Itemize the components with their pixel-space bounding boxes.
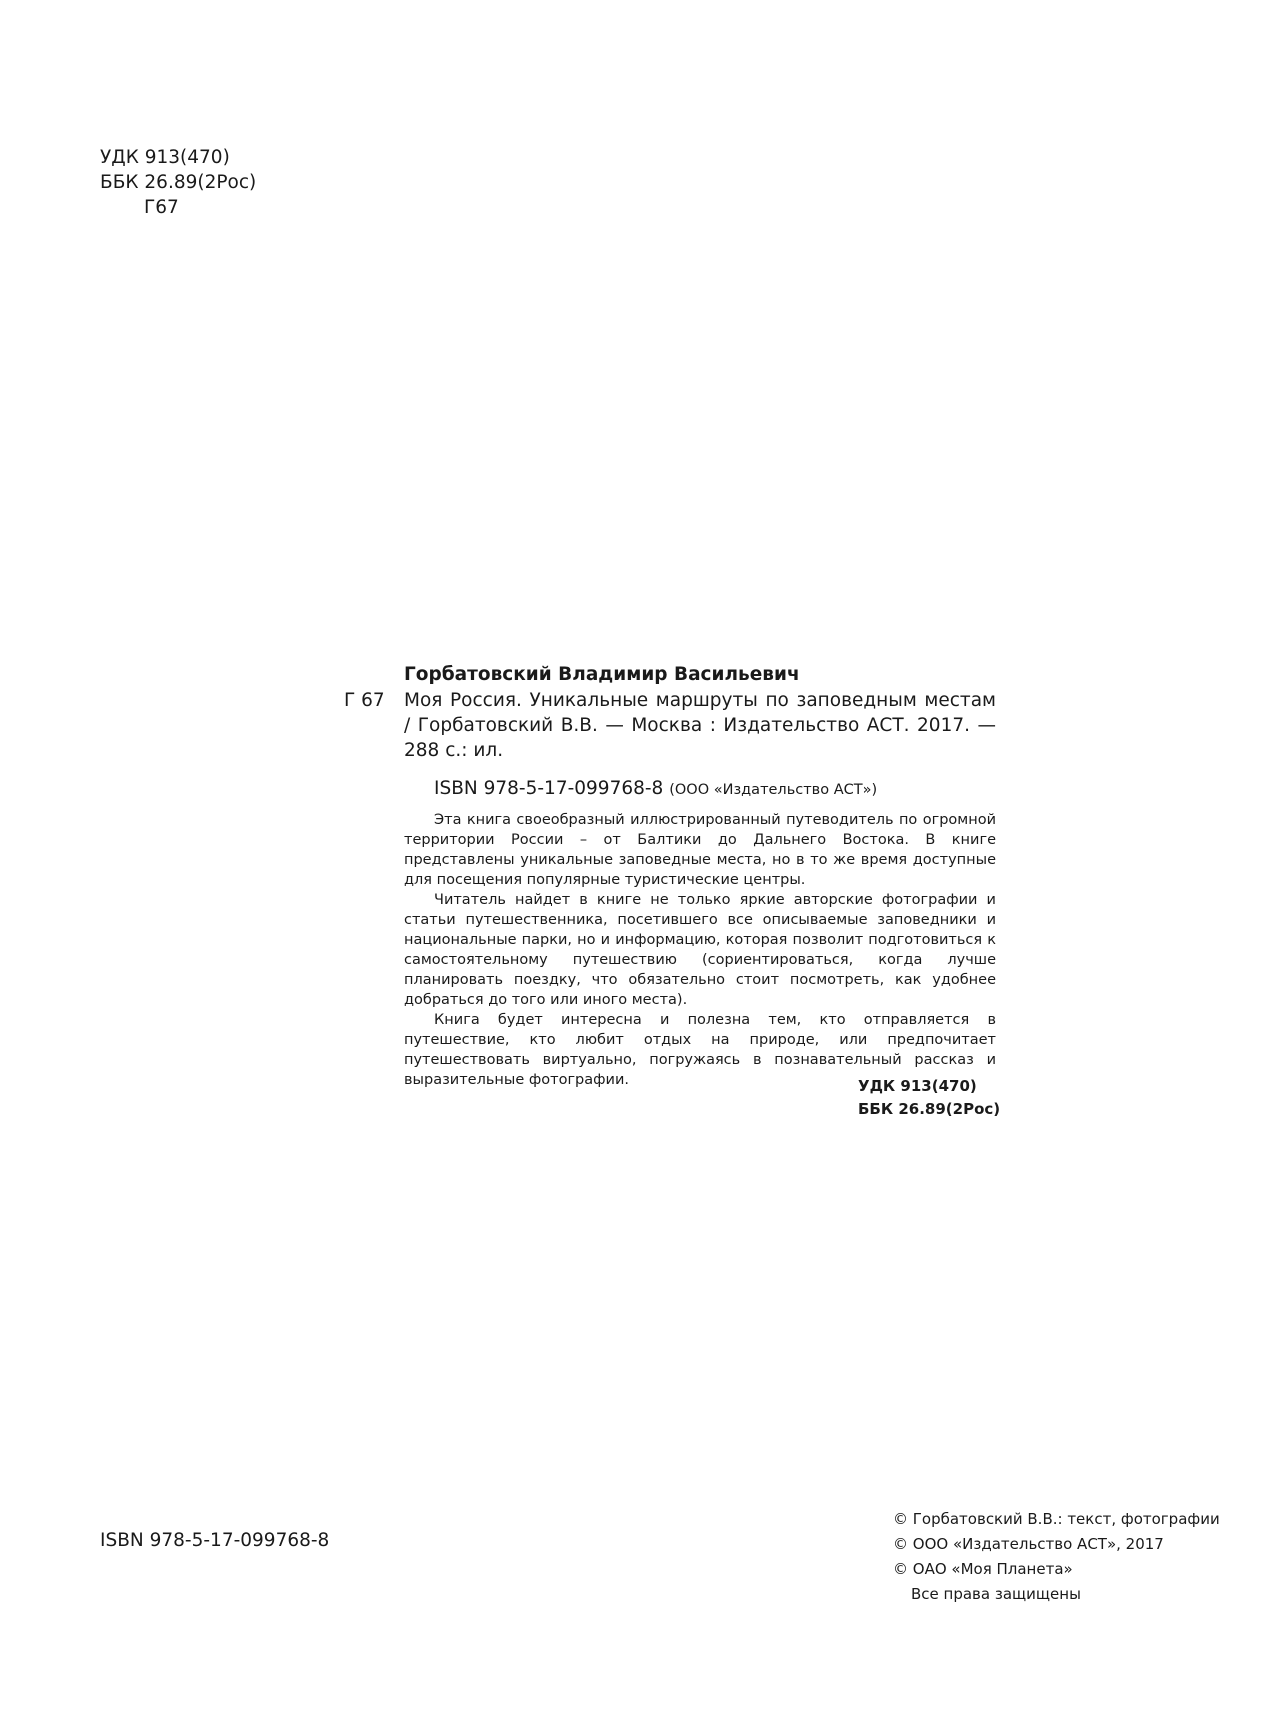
annotation-paragraph: Эта книга своеобразный иллюстрированный путеводитель по огромной территории России – от Балтики до Дальнего Востока. В книге представлены уникальные заповедные места, но в то же время доступные для посещения популярные туристические центры. (404, 812, 996, 888)
annotation-paragraph: Читатель найдет в книге не только яркие авторские фотографии и статьи путешественника, посетившего все описываемые заповедники и национальные парки, но и информацию, которая позволит подготовиться к самостоятельному путешествию (сориентироваться, когда лучше планировать поездку, что обязательно стоит посмотреть, как удобнее добраться до того или иного места). (404, 892, 996, 1008)
annotation-paragraph: Книга будет интересна и полезна тем, кто отправляется в путешествие, кто любит отдых на природе, или предпочитает путешествовать виртуально, погружаясь в познавательный рассказ и выразительные фотографии. (404, 1012, 996, 1088)
top-bbk-code: ББК 26.89(2Рос) (100, 172, 257, 193)
record-annotation (404, 810, 996, 1090)
record-bbk-code: ББК 26.89(2Рос) (858, 1100, 1001, 1118)
record-udk-code: УДК 913(470) (858, 1077, 977, 1095)
record-isbn-line (434, 776, 877, 803)
top-udk-code: УДК 913(470) (100, 147, 230, 168)
record-isbn: ISBN 978-5-17-099768-8 (434, 778, 664, 799)
top-classification-block (100, 145, 256, 220)
record-author-mark: Г 67 (344, 690, 385, 711)
record-classification-block (858, 1075, 1000, 1121)
copyright-line: © ОАО «Моя Планета» (893, 1560, 1073, 1578)
copyright-line: © Горбатовский В.В.: текст, фотографии (893, 1510, 1220, 1528)
top-author-mark: Г67 (144, 197, 179, 218)
footer-isbn: ISBN 978-5-17-099768-8 (100, 1530, 330, 1551)
rights-reserved: Все права защищены (911, 1585, 1081, 1603)
record-title-description: Моя Россия. Уникальные маршруты по заповедным местам / Горбатовский В.В. — Москва : Издательство АСТ. 2017. — 288 с.: ил. (404, 690, 996, 761)
copyright-block (893, 1507, 1220, 1607)
copyright-line: © ООО «Издательство АСТ», 2017 (893, 1535, 1164, 1553)
record-isbn-publisher: (ООО «Издательство АСТ») (669, 782, 878, 798)
record-author: Горбатовский Владимир Васильевич (404, 664, 800, 685)
